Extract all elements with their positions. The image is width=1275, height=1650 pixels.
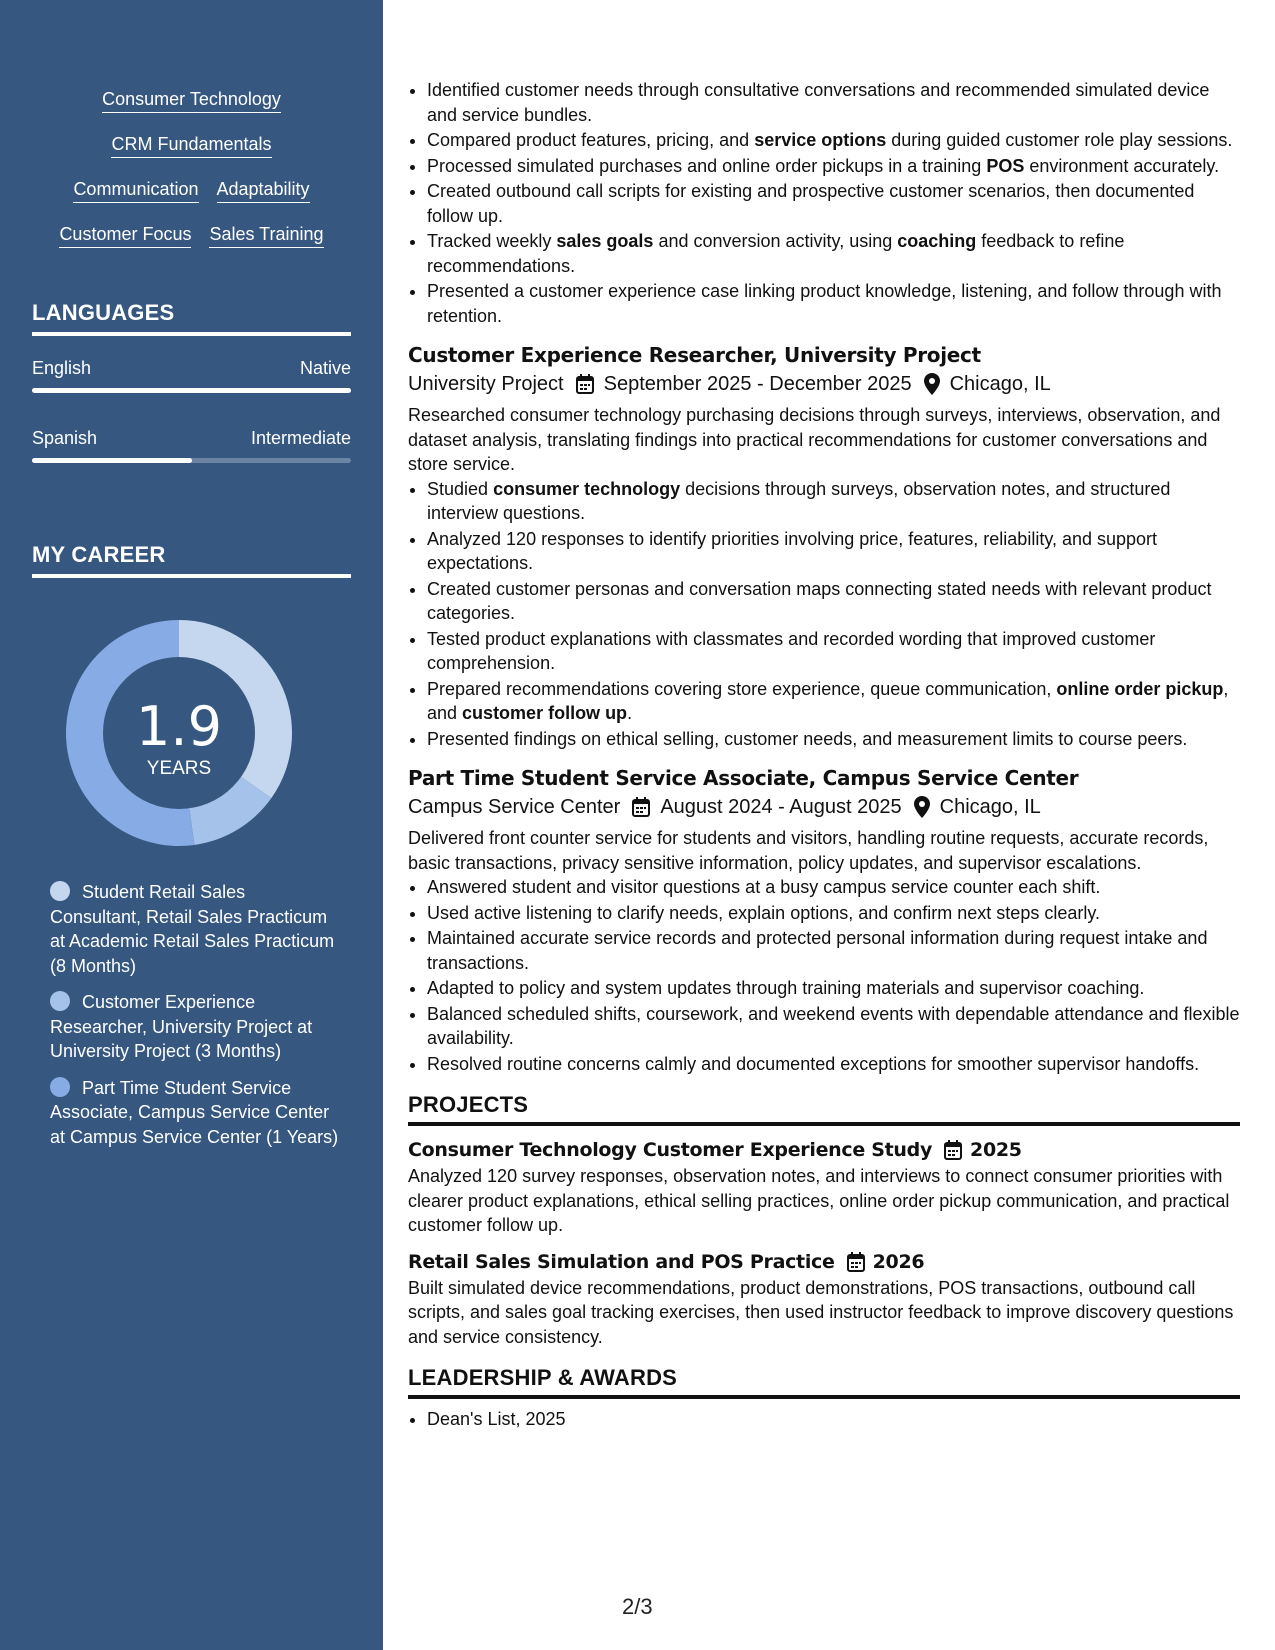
job-dates: August 2024 - August 2025 [660,796,902,818]
legend-dot [50,1077,70,1097]
skill-tag: Customer Focus [59,223,191,248]
skill-tag: Adaptability [217,178,310,203]
career-total: 1.9 [136,695,222,758]
career-item-text: Part Time Student Service Associate, Campus Service Center at Campus Service Center (1 Years) [50,1077,339,1147]
bullet-item: • Answered student and visitor questions at a busy campus service counter each shift. [427,875,1240,900]
location-pin-icon [914,796,930,818]
language-name: English [32,358,92,378]
skill-tag: CRM Fundamentals [111,133,271,158]
page-number: 2/3 [622,1594,653,1619]
job-bullets [408,875,1240,1076]
main-content [408,78,1240,1433]
projects-heading: PROJECTS [408,1092,1240,1126]
location-pin-icon [924,373,940,395]
language-bar [32,458,351,463]
skill-tag: Communication [73,178,198,203]
job-location: Chicago, IL [939,796,1041,818]
bullet-item: • Prepared recommendations covering store experience, queue communication, online order pickup, and customer follow up. [427,677,1240,726]
bullet-item: • Created customer personas and conversation maps connecting stated needs with relevant product categories. [427,577,1240,626]
bullet-item: • Tested product explanations with classmates and recorded wording that improved customer comprehension. [427,627,1240,676]
bullet-item: • Analyzed 120 responses to identify priorities involving price, features, reliability, and support expectations. [427,527,1240,576]
sidebar [0,0,383,1650]
legend-dot [50,881,70,901]
project-title: Retail Sales Simulation and POS Practice [408,1250,835,1273]
intro-bullets [408,78,1240,328]
skills-row-4 [32,223,351,248]
skill-tag: Consumer Technology [102,88,281,113]
career-legend-item [50,880,340,978]
job-title: Customer Experience Researcher, University Project [408,343,981,367]
language-bar [32,388,351,393]
bullet-item: • Studied consumer technology decisions through surveys, observation notes, and structured interview questions. [427,477,1240,526]
job-meta [408,369,1240,399]
job-org: Campus Service Center [408,796,621,818]
career-legend [50,880,340,1161]
bullet-item: • Adapted to policy and system updates through training materials and supervisor coaching. [427,976,1240,1001]
project-title-row [408,1136,1240,1164]
job-org: University Project [408,373,564,395]
job-title: Part Time Student Service Associate, Campus Service Center [408,766,1079,790]
language-level: Native [299,358,351,378]
language-bar-fill [32,458,192,463]
skill-tag: Sales Training [209,223,323,248]
language-level: Intermediate [250,428,351,448]
job-meta [408,792,1240,822]
calendar-icon [632,797,650,817]
career-legend-item [50,1076,340,1150]
skills-row-3 [32,178,351,203]
bullet-item: • Compared product features, pricing, and service options during guided customer role play sessions. [427,128,1240,153]
language-row [32,428,351,449]
award-item: • Dean's List, 2025 [427,1407,1240,1432]
language-row [32,358,351,379]
skills-row-2 [32,133,351,158]
awards-heading: LEADERSHIP & AWARDS [408,1365,1240,1399]
bullet-item: • Maintained accurate service records and protected personal information during request intake and transactions. [427,926,1240,975]
project-description: Analyzed 120 survey responses, observation notes, and interviews to connect consumer priorities with clearer product explanations, ethical selling practices, online order pickup communication, and practical customer follow up. [408,1166,1230,1235]
bullet-item: • Resolved routine concerns calmly and documented exceptions for smoother supervisor handoffs. [427,1052,1240,1077]
career-item-text: Student Retail Sales Consultant, Retail Sales Practicum at Academic Retail Sales Practicum (8 Months) [50,882,335,976]
legend-dot [50,991,70,1011]
calendar-icon [576,374,594,394]
bullet-item: • Tracked weekly sales goals and conversion activity, using coaching feedback to refine recommendations. [427,229,1240,278]
job-dates: September 2025 - December 2025 [603,373,912,395]
bullet-item: • Used active listening to clarify needs, explain options, and confirm next steps clearly. [427,901,1240,926]
calendar-icon [847,1252,865,1272]
job-description: Researched consumer technology purchasing decisions through surveys, interviews, observation, and dataset analysis, translating findings into practical recommendations for customer conversations and store service. [408,405,1221,474]
awards-list [408,1407,1240,1432]
career-donut-chart [66,620,292,846]
skills-row-1 [32,88,351,113]
job-location: Chicago, IL [949,373,1051,395]
bullet-item: • Balanced scheduled shifts, coursework, and weekend events with dependable attendance and flexible availability. [427,1002,1240,1051]
language-name: Spanish [32,428,98,448]
project-title-row [408,1248,1240,1276]
project-description: Built simulated device recommendations, product demonstrations, POS transactions, outbound call scripts, and sales goal tracking exercises, then used instructor feedback to improve discovery questions and service consistency. [408,1277,1234,1347]
project-year: 2025 [970,1139,1022,1161]
job-bullets [408,477,1240,752]
languages-heading: LANGUAGES [32,300,351,336]
career-heading: MY CAREER [32,542,351,578]
bullet-item: • Created outbound call scripts for existing and prospective customer scenarios, then documented follow up. [427,179,1240,228]
project-title: Consumer Technology Customer Experience Study [408,1139,933,1161]
calendar-icon [944,1140,962,1160]
career-legend-item [50,990,340,1064]
career-unit: YEARS [146,758,212,779]
project-year: 2026 [872,1250,925,1273]
career-item-text: Customer Experience Researcher, University Project at University Project (3 Months) [50,992,313,1061]
job-description: Delivered front counter service for students and visitors, handling routine requests, accurate records, basic transactions, privacy sensitive information, policy updates, and supervisor escalations. [408,828,1209,873]
language-bar-fill [32,388,351,393]
bullet-item: • Presented a customer experience case linking product knowledge, listening, and follow through with retention. [427,279,1240,328]
bullet-item: • Processed simulated purchases and online order pickups in a training POS environment accurately. [427,154,1240,179]
bullet-item: • Identified customer needs through consultative conversations and recommended simulated device and service bundles. [427,78,1240,127]
bullet-item: • Presented findings on ethical selling, customer needs, and measurement limits to course peers. [427,727,1240,752]
